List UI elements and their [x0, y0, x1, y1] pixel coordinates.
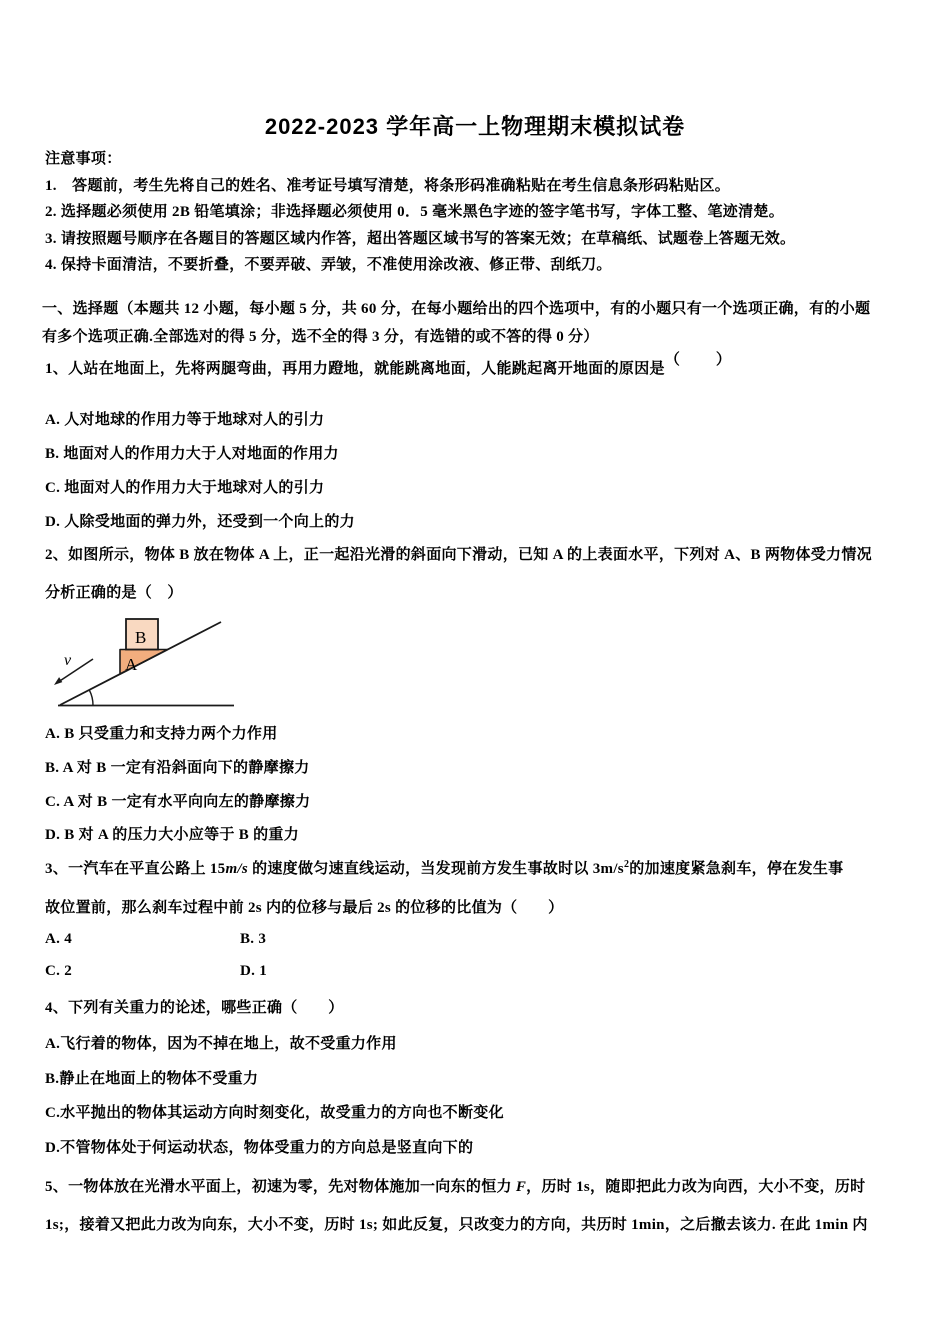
question-2-option-d: D. B 对 A 的压力大小应等于 B 的重力 — [45, 827, 299, 843]
note-item-4: 4. 保持卡面清洁，不要折叠，不要弄破、弄皱，不准使用涂改液、修正带、刮纸刀。 — [45, 257, 612, 273]
question-2-incline-figure — [46, 602, 331, 720]
note-item-1: 1. 答题前，考生先将自己的姓名、准考证号填写清楚，将条形码准确粘贴在考生信息条形码粘贴区。 — [45, 178, 731, 194]
question-5-stem-line2: 1s;，接着又把此力改为向东，大小不变，历时 1s; 如此反复，只改变力的方向，共历时 1min，之后撤去该力. 在此 1min 内 — [45, 1217, 868, 1233]
question-4-stem: 4、下列有关重力的论述，哪些正确（ ） — [45, 1000, 344, 1016]
velocity-label: v — [64, 652, 72, 669]
question-1-option-b: B. 地面对人的作用力大于人对地面的作用力 — [45, 446, 339, 462]
question-3-option-b: B. 3 — [240, 931, 267, 947]
question-4-option-b: B.静止在地面上的物体不受重力 — [45, 1071, 259, 1087]
incline-diagram — [46, 602, 331, 720]
question-1-option-d: D. 人除受地面的弹力外，还受到一个向上的力 — [45, 514, 355, 530]
section-header-line1: 一、选择题（本题共 12 小题，每小题 5 分，共 60 分，在每小题给出的四个选项中，有的小题只有一个选项正确，有的小题 — [42, 301, 871, 317]
block-a-label: A — [125, 655, 138, 674]
note-item-3: 3. 请按照题号顺序在各题目的答题区域内作答，超出答题区域书写的答案无效；在草稿纸、试题卷上答题无效。 — [45, 231, 796, 247]
notes-heading: 注意事项： — [45, 151, 122, 167]
question-4-option-c: C.水平抛出的物体其运动方向时刻变化，故受重力的方向也不断变化 — [45, 1105, 504, 1121]
section-header-line2: 有多个选项正确.全部选对的得 5 分，选不全的得 3 分，有选错的或不答的得 0 分） — [42, 329, 599, 345]
question-1-answer-bracket: （ ） — [664, 352, 733, 368]
question-2-stem-line2: 分析正确的是（ ） — [45, 585, 183, 601]
question-5-force-symbol: F — [515, 1179, 527, 1195]
exam-title: 2022-2023 学年高一上物理期末模拟试卷 — [264, 114, 686, 139]
question-2-option-c: C. A 对 B 一定有水平向向左的静摩擦力 — [45, 794, 311, 810]
question-3-option-a: A. 4 — [45, 931, 73, 947]
question-3-text-1: 3、一汽车在平直公路上 15 — [45, 861, 226, 877]
incline-angle-arc — [89, 690, 93, 706]
question-1-text: 1、人站在地面上，先将两腿弯曲，再用力蹬地，就能跳离地面，人能跳起离开地面的原因是 — [45, 361, 665, 377]
question-3-unit-italic: m/s — [225, 861, 249, 877]
question-3-text-3: 的加速度紧急刹车，停在发生事 — [629, 861, 844, 877]
question-2-stem-line1: 2、如图所示，物体 B 放在物体 A 上，正一起沿光滑的斜面向下滑动，已知 A 的上表面水平，下列对 A、B 两物体受力情况 — [45, 547, 872, 563]
question-5-text-1: 5、一物体放在光滑水平面上，初速为零，先对物体施加一向东的恒力 — [45, 1179, 516, 1195]
question-5-stem-line1 — [45, 1175, 914, 1196]
question-1-option-c: C. 地面对人的作用力大于地球对人的引力 — [45, 480, 325, 496]
question-2-option-a: A. B 只受重力和支持力两个力作用 — [45, 726, 278, 742]
block-b-label: B — [135, 628, 147, 647]
note-item-2: 2. 选择题必须使用 2B 铅笔填涂；非选择题必须使用 0．5 毫米黑色字迹的签字笔书写，字体工整、笔迹清楚。 — [45, 204, 785, 220]
question-4-option-d: D.不管物体处于何运动状态，物体受重力的方向总是竖直向下的 — [45, 1140, 474, 1156]
question-3-option-c: C. 2 — [45, 963, 73, 979]
question-3-superscript: 2 — [623, 859, 630, 870]
question-1-option-a: A. 人对地球的作用力等于地球对人的引力 — [45, 412, 325, 428]
question-3-text-2: 的速度做匀速直线运动，当发现前方发生事故时以 3m/s — [248, 861, 624, 877]
question-4-option-a: A.飞行着的物体，因为不掉在地上，故不受重力作用 — [45, 1036, 397, 1052]
question-2-option-b: B. A 对 B 一定有沿斜面向下的静摩擦力 — [45, 760, 310, 776]
question-3-option-d: D. 1 — [240, 963, 268, 979]
velocity-arrowhead — [54, 677, 62, 685]
question-3-options-row1 — [45, 931, 914, 948]
question-3-stem-line2: 故位置前，那么刹车过程中前 2s 内的位移与最后 2s 的位移的比值为（ ） — [45, 900, 564, 916]
question-3-stem-line1 — [45, 857, 914, 878]
question-1-stem — [45, 352, 914, 378]
question-5-text-2: ，历时 1s，随即把此力改为向西，大小不变，历时 — [526, 1179, 866, 1195]
question-3-options-row2 — [45, 963, 914, 980]
